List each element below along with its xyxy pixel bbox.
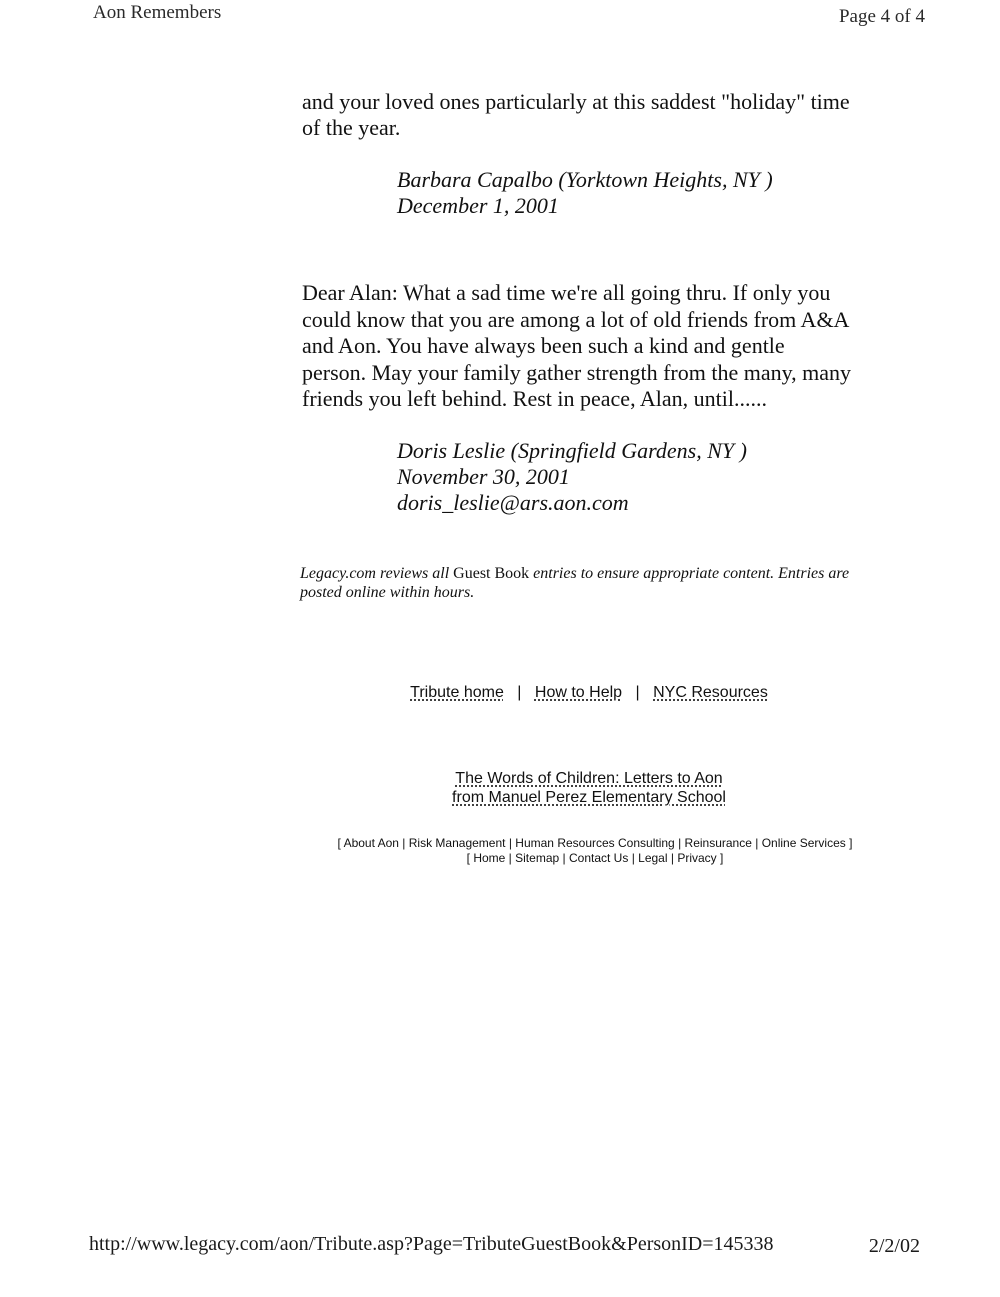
message-line: could know that you are among a lot of old friends from A&A bbox=[302, 306, 850, 332]
contact-us-link[interactable]: Contact Us bbox=[568, 851, 629, 865]
guestbook-entry-signature bbox=[397, 167, 773, 219]
entry-author: Barbara Capalbo (Yorktown Heights, NY ) bbox=[397, 167, 773, 192]
entry-author: Doris Leslie (Springfield Gardens, NY ) bbox=[397, 438, 747, 463]
children-letters-line[interactable]: from Manuel Perez Elementary School bbox=[452, 789, 726, 806]
disclaimer-text: Legacy.com reviews all bbox=[300, 565, 450, 582]
nav-separator: | bbox=[517, 684, 522, 701]
entry-email[interactable]: doris_leslie@ars.aon.com bbox=[397, 490, 629, 515]
footer-separator: | bbox=[402, 836, 406, 850]
footer-separator: | bbox=[631, 851, 635, 865]
message-line: person. May your family gather strength from the many, many bbox=[302, 359, 852, 385]
guestbook-entry-message bbox=[302, 280, 892, 413]
online-services-link[interactable]: Online Services bbox=[761, 836, 846, 850]
guestbook-disclaimer bbox=[300, 564, 890, 602]
disclaimer-text: posted online within hours. bbox=[300, 584, 475, 601]
bracket: ] bbox=[849, 836, 853, 850]
footer-separator: | bbox=[508, 851, 512, 865]
bracket: [ bbox=[466, 851, 470, 865]
bracket: [ bbox=[337, 836, 341, 850]
page-header-title: Aon Remembers bbox=[93, 2, 222, 23]
bracket: ] bbox=[720, 851, 724, 865]
entry-date: November 30, 2001 bbox=[397, 464, 570, 489]
message-line: of the year. bbox=[302, 115, 401, 140]
guestbook-entry-signature bbox=[397, 438, 747, 516]
footer-separator: | bbox=[670, 851, 674, 865]
legal-link[interactable]: Legal bbox=[638, 851, 668, 865]
footer-links-secondary bbox=[0, 850, 1000, 866]
page-indicator: Page 4 of 4 bbox=[838, 6, 925, 27]
how-to-help-link[interactable]: How to Help bbox=[534, 684, 623, 701]
footer-separator: | bbox=[562, 851, 566, 865]
print-footer-url: http://www.legacy.com/aon/Tribute.asp?Page=TributeGuestBook&PersonID=145338 bbox=[89, 1233, 774, 1255]
nyc-resources-link[interactable]: NYC Resources bbox=[653, 684, 768, 701]
message-line: and your loved ones particularly at this saddest "holiday" time bbox=[302, 89, 850, 114]
hr-consulting-link[interactable]: Human Resources Consulting bbox=[515, 836, 675, 850]
entry-date: December 1, 2001 bbox=[397, 193, 559, 218]
message-line: and Aon. You have always been such a kind and gentle bbox=[302, 333, 785, 358]
footer-separator: | bbox=[508, 836, 512, 850]
footer-links-primary bbox=[0, 835, 1000, 851]
guestbook-entry-message bbox=[302, 89, 892, 141]
children-letters-line[interactable]: The Words of Children: Letters to Aon bbox=[455, 770, 723, 787]
risk-management-link[interactable]: Risk Management bbox=[408, 836, 506, 850]
print-footer-date: 2/2/02 bbox=[868, 1235, 920, 1257]
sitemap-link[interactable]: Sitemap bbox=[515, 851, 560, 865]
message-line: friends you left behind. Rest in peace, Alan, until...... bbox=[302, 386, 767, 411]
disclaimer-text: entries to ensure appropriate content. Entries are bbox=[533, 565, 850, 582]
message-line: Dear Alan: What a sad time we're all going thru. If only you bbox=[302, 280, 831, 305]
privacy-link[interactable]: Privacy bbox=[677, 851, 717, 865]
footer-separator: | bbox=[755, 836, 759, 850]
footer-separator: | bbox=[678, 836, 682, 850]
reinsurance-link[interactable]: Reinsurance bbox=[684, 836, 752, 850]
tribute-home-link[interactable]: Tribute home bbox=[410, 684, 504, 701]
home-link[interactable]: Home bbox=[473, 851, 506, 865]
nav-separator: | bbox=[635, 684, 640, 701]
disclaimer-guest-book: Guest Book bbox=[453, 565, 530, 582]
about-aon-link[interactable]: About Aon bbox=[343, 836, 399, 850]
children-letters-link[interactable] bbox=[0, 769, 1000, 807]
tribute-nav bbox=[0, 684, 1000, 702]
